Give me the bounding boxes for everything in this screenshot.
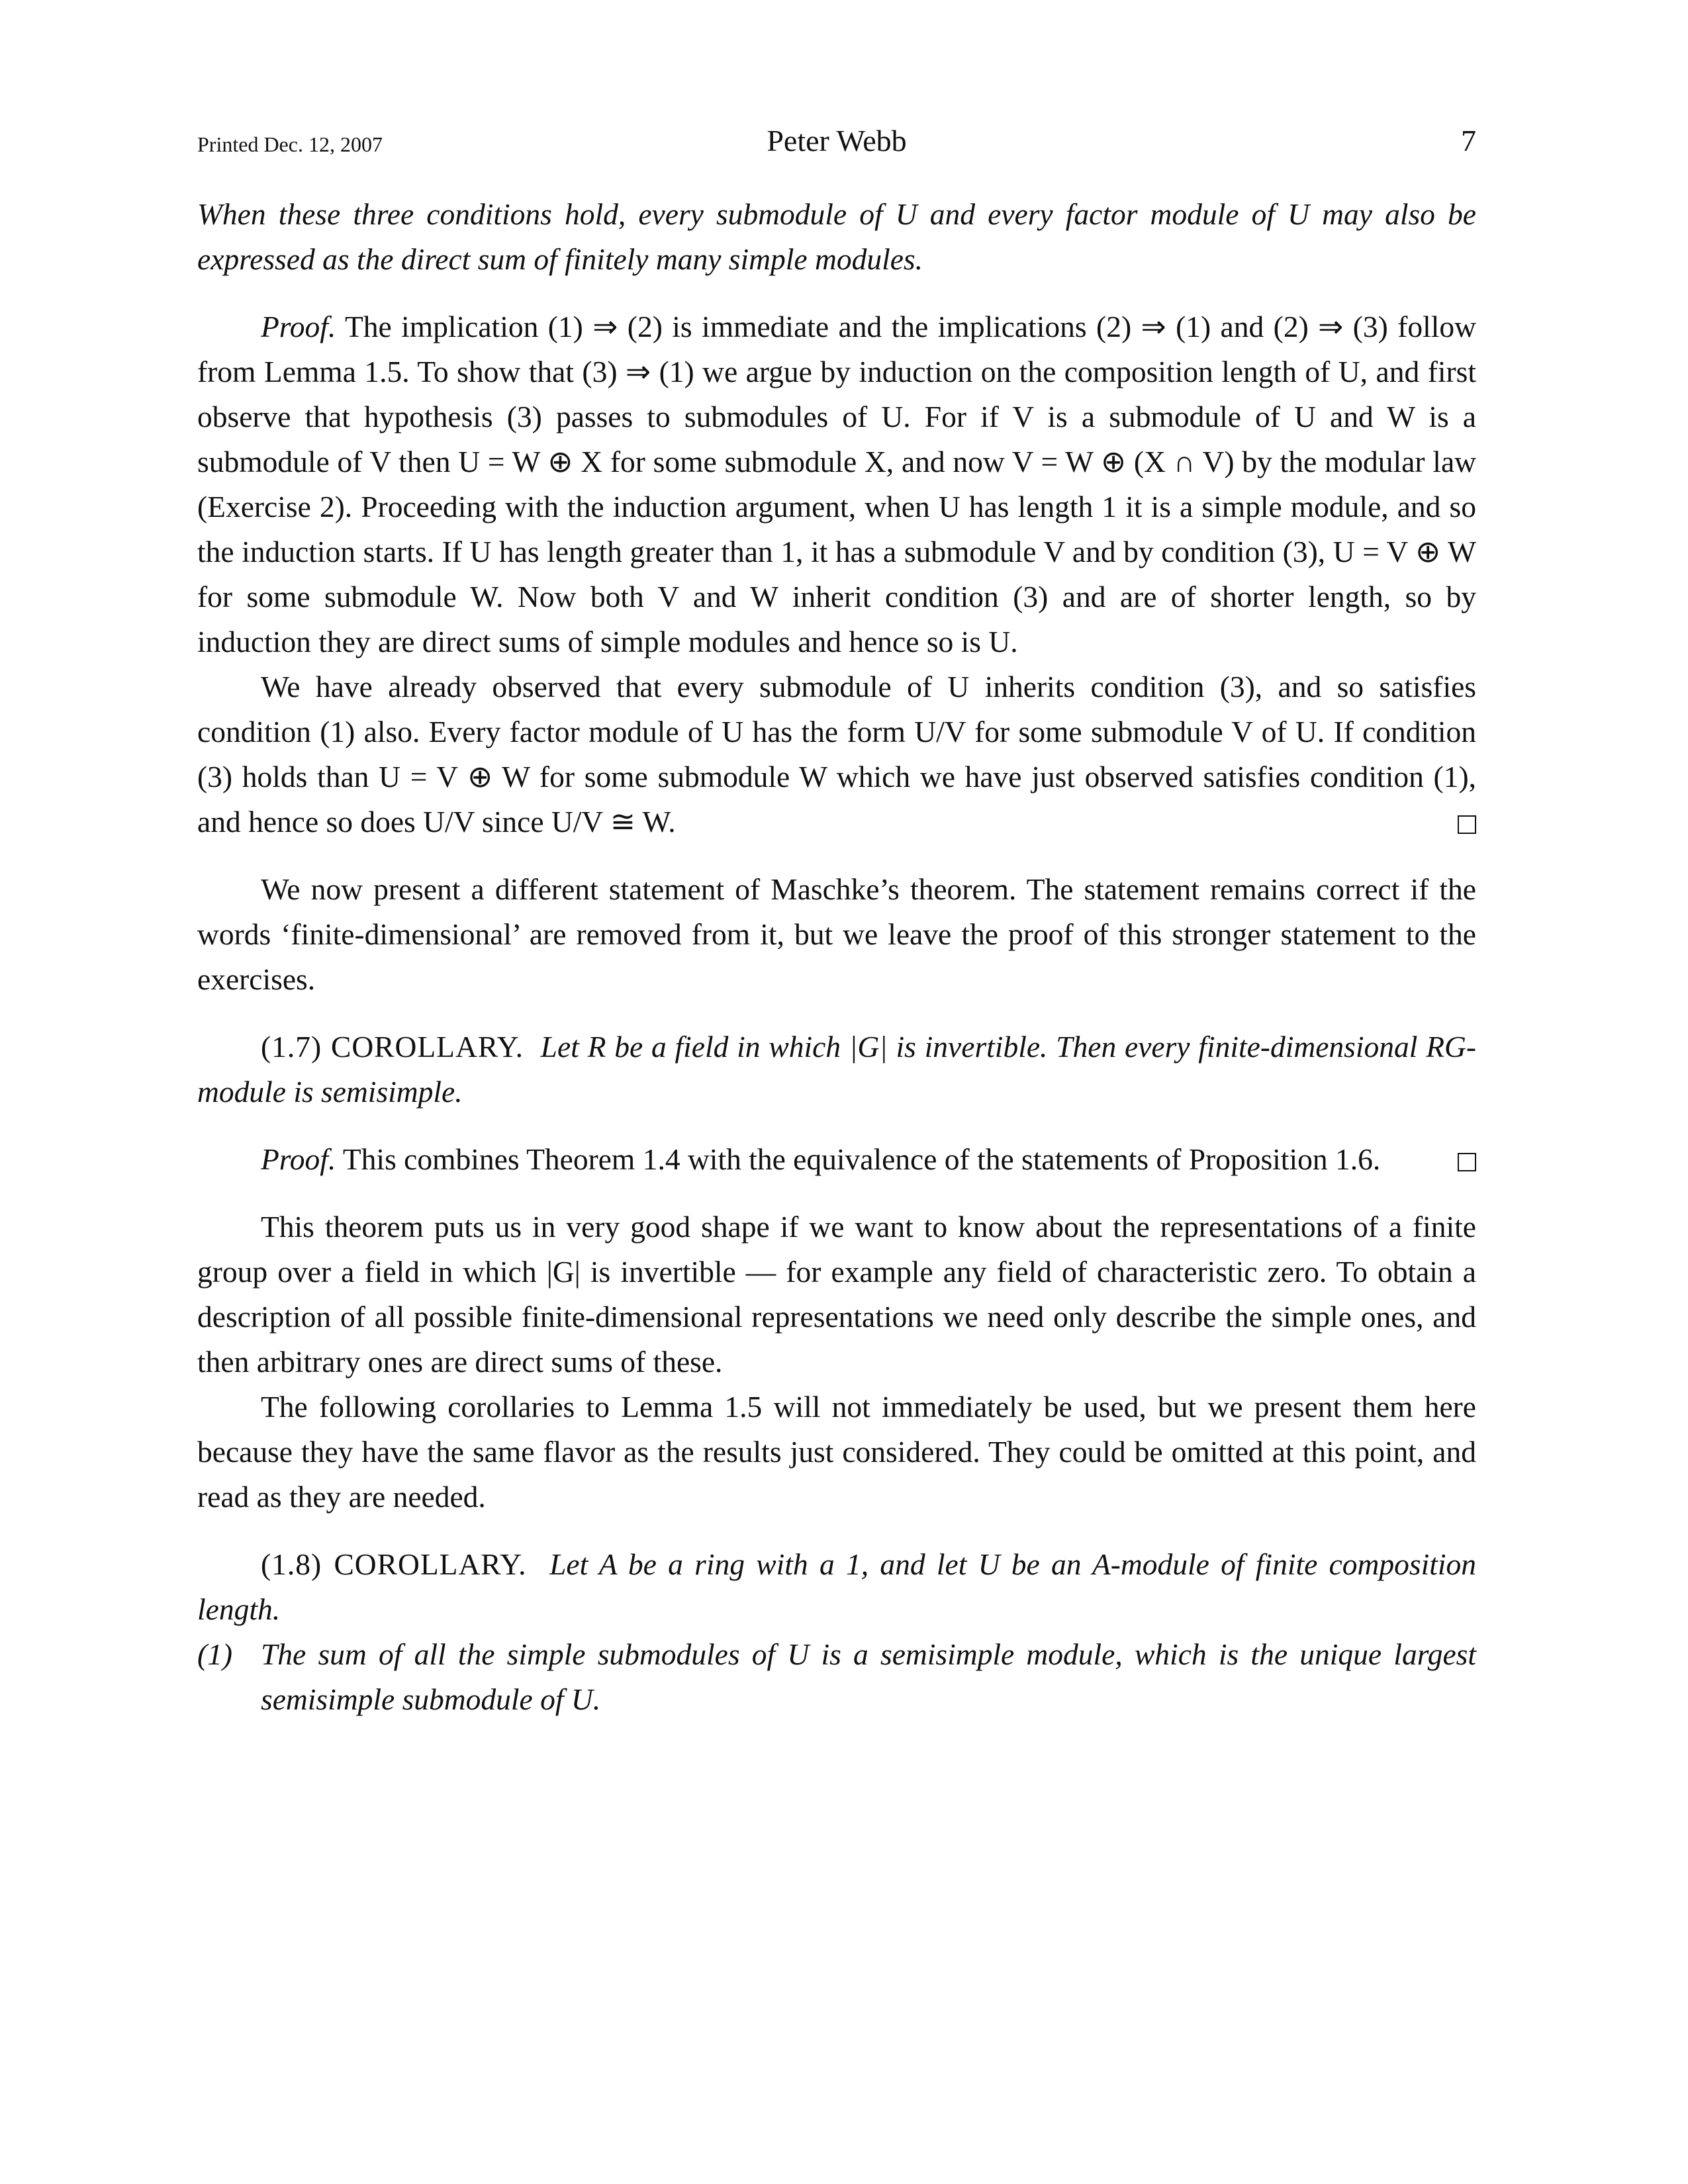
shape-paragraph: This theorem puts us in very good shape if we want to know about the representations of a finite group over a field in which |G| is invertible — for example any field of characteristic zero. To obtain a description of all possible finite-dimensional representations we need only describe the simple ones, and then arbitrary ones are direct sums of these. bbox=[197, 1210, 1476, 1379]
qed-symbol bbox=[1458, 1153, 1476, 1171]
conditions-paragraph: When these three conditions hold, every submodule of U and every factor module of U may also be expressed as the direct sum of finitely many simple modules. bbox=[197, 197, 1476, 276]
page bbox=[197, 119, 1476, 1722]
observed-text: We have already observed that every submodule of U inherits condition (3), and so satisfies condition (1) also. Every factor module of U has the form U/V for some submodule V of U. If condition (3) holds than U = V ⊕ W for some submodule W which we have just observed satisfies condition (1), and hence so does U/V since U/V ≅ W. bbox=[197, 670, 1476, 839]
printed-date: Printed Dec. 12, 2007 bbox=[197, 132, 383, 156]
corollary-item bbox=[197, 1632, 1476, 1722]
author-name: Peter Webb bbox=[767, 124, 907, 158]
proof-text: This combines Theorem 1.4 with the equivalence of the statements of Proposition 1.6. bbox=[342, 1142, 1381, 1176]
page-number: 7 bbox=[1461, 124, 1476, 158]
proof-1-7 bbox=[197, 1137, 1476, 1182]
corollary-label: (1.7) COROLLARY. bbox=[261, 1030, 524, 1064]
corollary-text: Let R be a field in which |G| is invertible. Then every finite-dimensional RG-module is semisimple. bbox=[197, 1030, 1476, 1109]
item-text: The sum of all the simple submodules of U is a semisimple module, which is the unique largest semisimple submodule of U. bbox=[261, 1637, 1476, 1716]
proof-text: The implication (1) ⇒ (2) is immediate and the implications (2) ⇒ (1) and (2) ⇒ (3) follow from Lemma 1.5. To show that (3) ⇒ (1) we argue by induction on the composition length of U, and first observe that hypothesis (3) passes to submodules of U. For if V is a submodule of U and W is a submodule of V then U = W ⊕ X for some submodule X, and now V = W ⊕ (X ∩ V) by the modular law (Exercise 2). Proceeding with the induction argument, when U has length 1 it is a simple module, and so the induction starts. If U has length greater than 1, it has a submodule V and by condition (3), U = V ⊕ W for some submodule W. Now both V and W inherit condition (3) and are of shorter length, so by induction they are direct sums of simple modules and hence so is U. bbox=[197, 310, 1476, 659]
corollary-1-8 bbox=[197, 1542, 1476, 1632]
proof-label: Proof. bbox=[261, 1142, 336, 1176]
proof-label: Proof. bbox=[261, 310, 336, 343]
corollary-1-7 bbox=[197, 1024, 1476, 1115]
qed-symbol bbox=[1458, 815, 1476, 834]
maschke-paragraph: We now present a different statement of Maschke’s theorem. The statement remains correct if the words ‘finite-dimensional’ are removed from it, but we leave the proof of this stronger statement to the exercises. bbox=[197, 872, 1476, 996]
proof-1-6 bbox=[197, 304, 1476, 664]
following-paragraph: The following corollaries to Lemma 1.5 will not immediately be used, but we present them here because they have the same flavor as the results just considered. They could be omitted at this point, and read as they are needed. bbox=[197, 1390, 1476, 1514]
corollary-label: (1.8) COROLLARY. bbox=[261, 1547, 527, 1581]
corollary-text: Let A be a ring with a 1, and let U be an A-module of finite composition length. bbox=[197, 1547, 1477, 1626]
observed-paragraph bbox=[197, 664, 1476, 844]
running-header bbox=[197, 119, 1476, 165]
item-number: (1) bbox=[197, 1637, 233, 1671]
